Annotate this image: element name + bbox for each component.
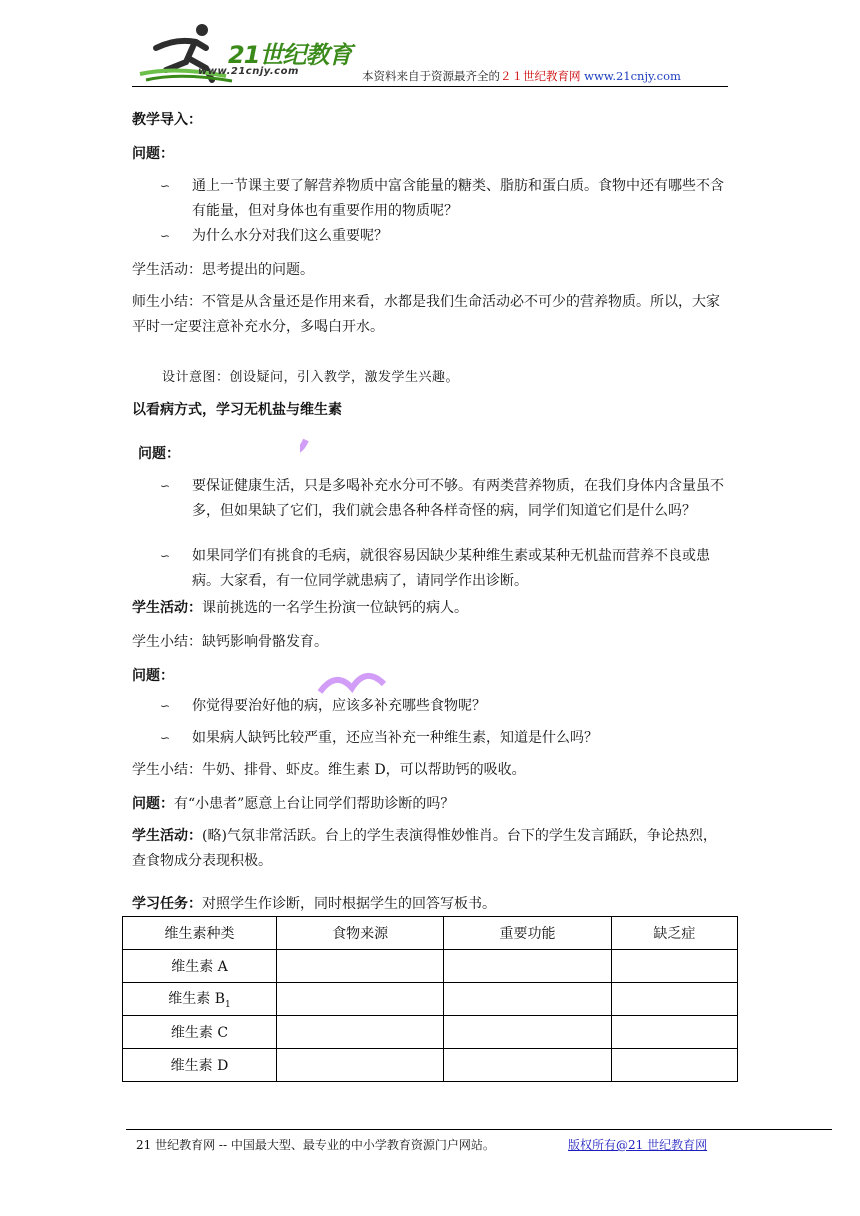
header-divider	[132, 86, 728, 87]
header-note-url[interactable]: www.21cnjy.com	[584, 69, 681, 83]
learning-task	[132, 892, 730, 917]
table-cell	[444, 950, 611, 983]
swash-bullet-icon: ∽	[160, 179, 171, 193]
table-header-cell: 缺乏症	[611, 917, 737, 950]
table-cell	[611, 950, 737, 983]
table-header-row	[123, 917, 738, 950]
student-summary-1: 学生小结：缺钙影响骨骼发育。	[132, 634, 328, 650]
logo-url: www.21cnjy.com	[198, 66, 299, 77]
intro-heading: 教学导入：	[132, 112, 202, 128]
learning-task-text: 对照学生作诊断，同时根据学生的回答写板书。	[202, 896, 496, 912]
list-item-text: 为什么水分对我们这么重要呢？	[192, 228, 388, 244]
table-row	[123, 1049, 738, 1082]
table-cell	[277, 950, 444, 983]
table-cell	[444, 1049, 611, 1082]
table-cell	[611, 1016, 737, 1049]
header-note-sitename: ２１世纪教育网	[500, 69, 581, 83]
student-activity-1: 学生活动：思考提出的问题。	[132, 262, 314, 278]
table-cell	[611, 983, 737, 1016]
table-header-cell: 重要功能	[444, 917, 611, 950]
table-row	[123, 983, 738, 1016]
vitamin-table	[122, 916, 738, 1082]
learning-task-label: 学习任务：	[132, 896, 202, 912]
vitamin-name-cell: 维生素 A	[123, 950, 277, 983]
vitamin-subscript: 1	[225, 999, 231, 1010]
swash-bullet-icon: ∽	[160, 229, 171, 243]
student-activity-3	[132, 824, 730, 874]
vitamin-name: 维生素 B	[168, 991, 225, 1008]
swash-bullet-icon: ∽	[160, 699, 171, 713]
student-activity-3-text: (略)气氛非常活跃。台上的学生表演得惟妙惟肖。台下的学生发言踊跃，争论热烈，查食物成分表现积极。	[132, 828, 717, 869]
table-row	[123, 1016, 738, 1049]
swash-bullet-icon: ∽	[160, 479, 171, 493]
section-heading: 以看病方式，学习无机盐与维生素	[132, 402, 342, 418]
question-4-text: 有“小患者”愿意上台让同学们帮助诊断的吗？	[174, 796, 455, 812]
table-cell	[444, 1016, 611, 1049]
table-cell	[277, 1049, 444, 1082]
vitamin-name-cell: 维生素 D	[123, 1049, 277, 1082]
swash-bullet-icon: ∽	[160, 549, 171, 563]
question-label-1: 问题：	[132, 146, 174, 162]
question-label-3: 问题：	[132, 668, 174, 684]
table-cell	[444, 983, 611, 1016]
summary-1: 师生小结：不管是从含量还是作用来看，水都是我们生命活动必不可少的营养物质。所以，大家平时一定要注意补充水分，多喝白开水。	[132, 294, 720, 335]
student-summary-2: 学生小结：牛奶、排骨、虾皮。维生素 D，可以帮助钙的吸收。	[132, 762, 526, 778]
footer-text: 21 世纪教育网 -- 中国最大型、最专业的中小学教育资源门户网站。	[136, 1138, 495, 1152]
question-label-4: 问题：	[132, 796, 174, 812]
watermark-graphic	[300, 430, 600, 710]
student-activity-2-text: 课前挑选的一名学生扮演一位缺钙的病人。	[202, 600, 468, 616]
student-activity-2-label: 学生活动：	[132, 600, 202, 616]
copyright-link[interactable]: 版权所有@21 世纪教育网	[568, 1138, 708, 1152]
list-item-text: 你觉得要治好他的病，应该多补充哪些食物呢？	[192, 698, 486, 714]
header-note	[362, 68, 681, 84]
table-row	[123, 950, 738, 983]
logo-text: 21世纪教育	[228, 41, 352, 69]
list-item-text: 要保证健康生活，只是多喝补充水分可不够。有两类营养物质，在我们身体内含量虽不多，但如果缺了它们，我们就会患各种各样奇怪的病，同学们知道它们是什么吗？	[192, 478, 724, 519]
question-label-2: 问题：	[138, 446, 180, 462]
vitamin-name-cell: 维生素 C	[123, 1016, 277, 1049]
design-intent: 设计意图：创设疑问，引入教学，激发学生兴趣。	[162, 370, 460, 385]
list-item-text: 通上一节课主要了解营养物质中富含能量的糖类、脂肪和蛋白质。食物中还有哪些不含有能量，但对身体也有重要作用的物质呢？	[192, 178, 724, 219]
table-cell	[277, 983, 444, 1016]
table-header-cell: 食物来源	[277, 917, 444, 950]
list-item-text: 如果同学们有挑食的毛病，就很容易因缺少某种维生素或某种无机盐而营养不良或患病。大家看，有一位同学就患病了，请同学作出诊断。	[192, 548, 710, 589]
header-note-prefix: 本资料来自于资源最齐全的	[362, 69, 500, 83]
swash-bullet-icon: ∽	[160, 731, 171, 745]
table-cell	[277, 1016, 444, 1049]
table-cell	[611, 1049, 737, 1082]
footer-divider	[126, 1129, 832, 1130]
vitamin-name-cell	[123, 983, 277, 1016]
list-item-text: 如果病人缺钙比较严重，还应当补充一种维生素，知道是什么吗？	[192, 730, 598, 746]
table-header-cell: 维生素种类	[123, 917, 277, 950]
question-4	[132, 792, 730, 817]
student-activity-3-label: 学生活动：	[132, 828, 202, 844]
